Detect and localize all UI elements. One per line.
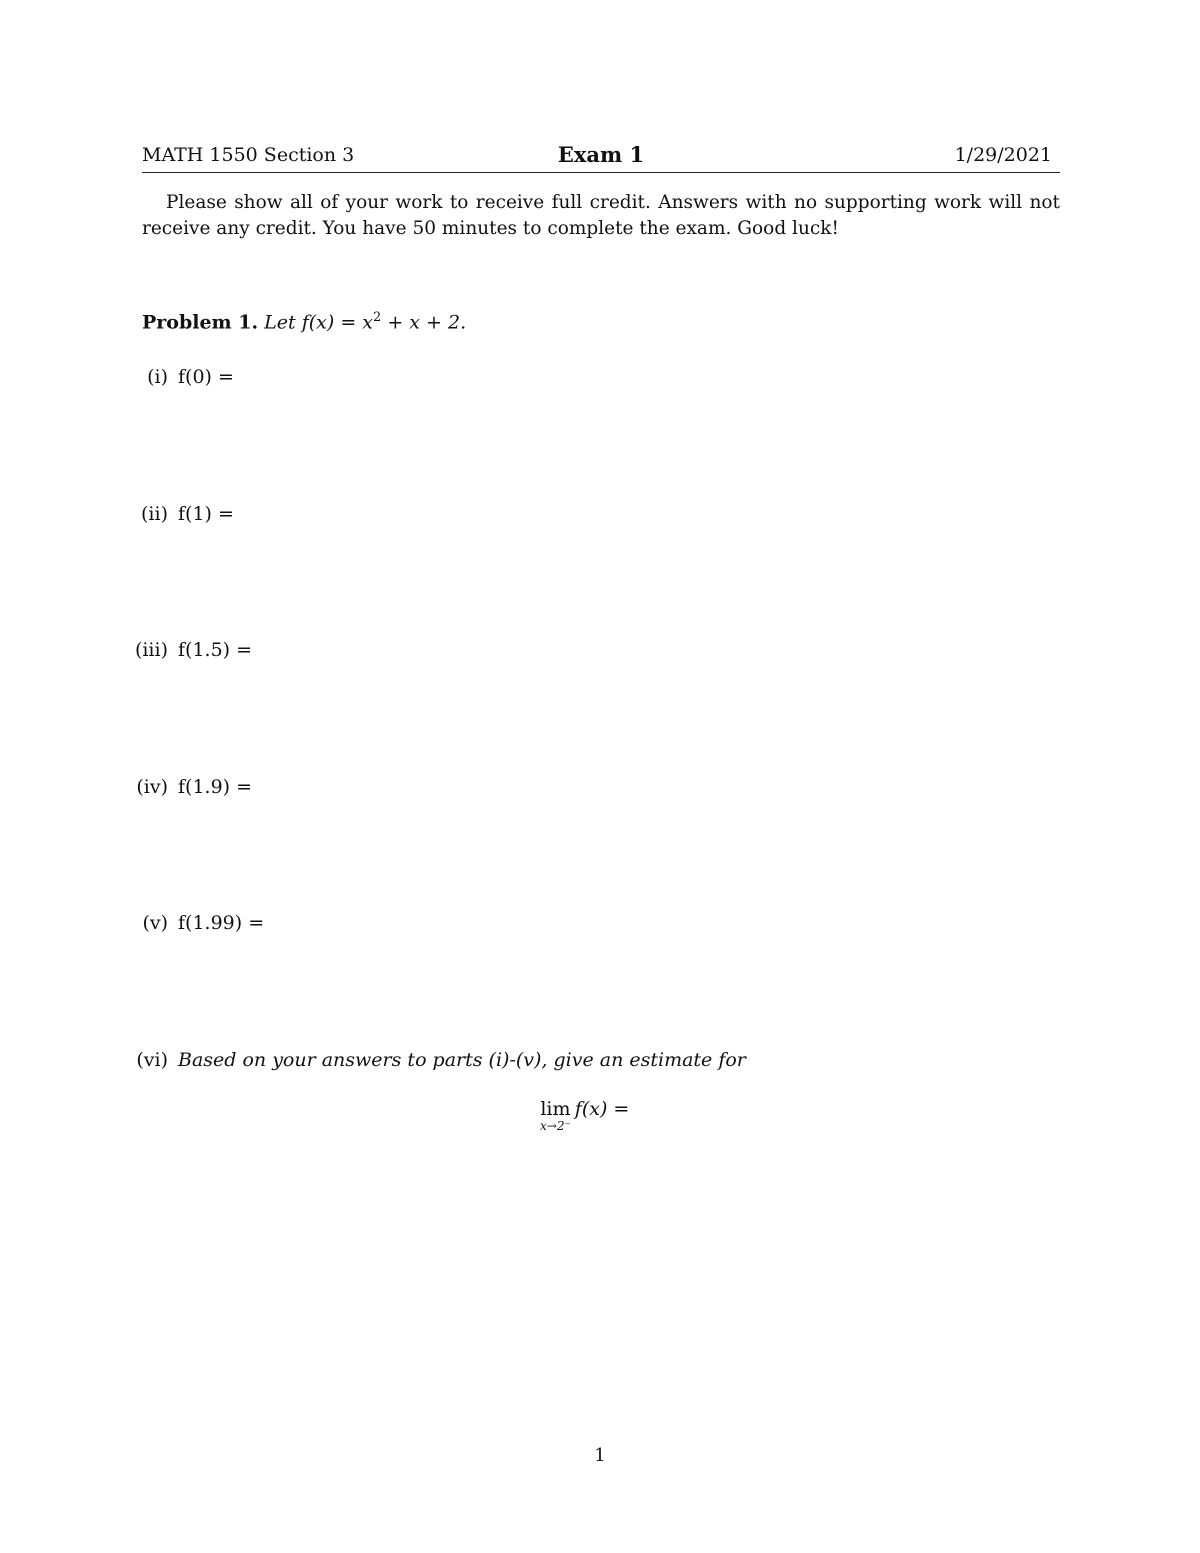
function-lhs: f(x) = x	[301, 311, 374, 334]
part-label: (ii)	[141, 503, 168, 525]
part-expression: f(1.99) =	[178, 912, 265, 934]
function-exponent: 2	[373, 310, 382, 325]
part-expression: f(1) =	[178, 503, 234, 525]
part-vi-text: Based on your answers to parts (i)-(v), give an estimate for	[178, 1049, 746, 1071]
course-label: MATH 1550 Section 3	[142, 144, 355, 166]
limit-subscript: x→2⁻	[540, 1119, 571, 1133]
part-label: (iv)	[136, 776, 168, 798]
part-iii	[110, 639, 252, 661]
problem-number: Problem 1.	[142, 311, 259, 334]
exam-header	[142, 142, 1060, 173]
limit-expression	[540, 1098, 629, 1132]
limit-function: f(x) =	[574, 1098, 630, 1120]
function-rhs: + x + 2.	[381, 311, 467, 334]
part-label: (v)	[142, 912, 168, 934]
part-expression: f(0) =	[178, 366, 234, 388]
part-expression: f(1.5) =	[178, 639, 253, 661]
limit-operator	[540, 1098, 571, 1132]
page-number: 1	[594, 1445, 606, 1466]
part-ii	[110, 503, 234, 525]
exam-title: Exam 1	[557, 142, 645, 167]
lim-text: lim	[540, 1098, 571, 1120]
problem-statement-prefix: Let	[264, 311, 296, 334]
problem-1-statement	[142, 310, 466, 333]
exam-date: 1/29/2021	[954, 144, 1052, 166]
instructions-paragraph: Please show all of your work to receive full credit. Answers with no supporting work will not receive any credit. You have 50 minutes to complete the exam. Good luck!	[142, 192, 1060, 239]
part-label: (iii)	[134, 639, 168, 661]
part-label: (i)	[147, 366, 168, 388]
part-expression: f(1.9) =	[178, 776, 253, 798]
part-v	[110, 912, 264, 934]
part-iv	[110, 776, 252, 798]
part-label: (vi)	[136, 1049, 168, 1071]
part-vi	[110, 1049, 746, 1071]
part-i	[110, 366, 234, 388]
